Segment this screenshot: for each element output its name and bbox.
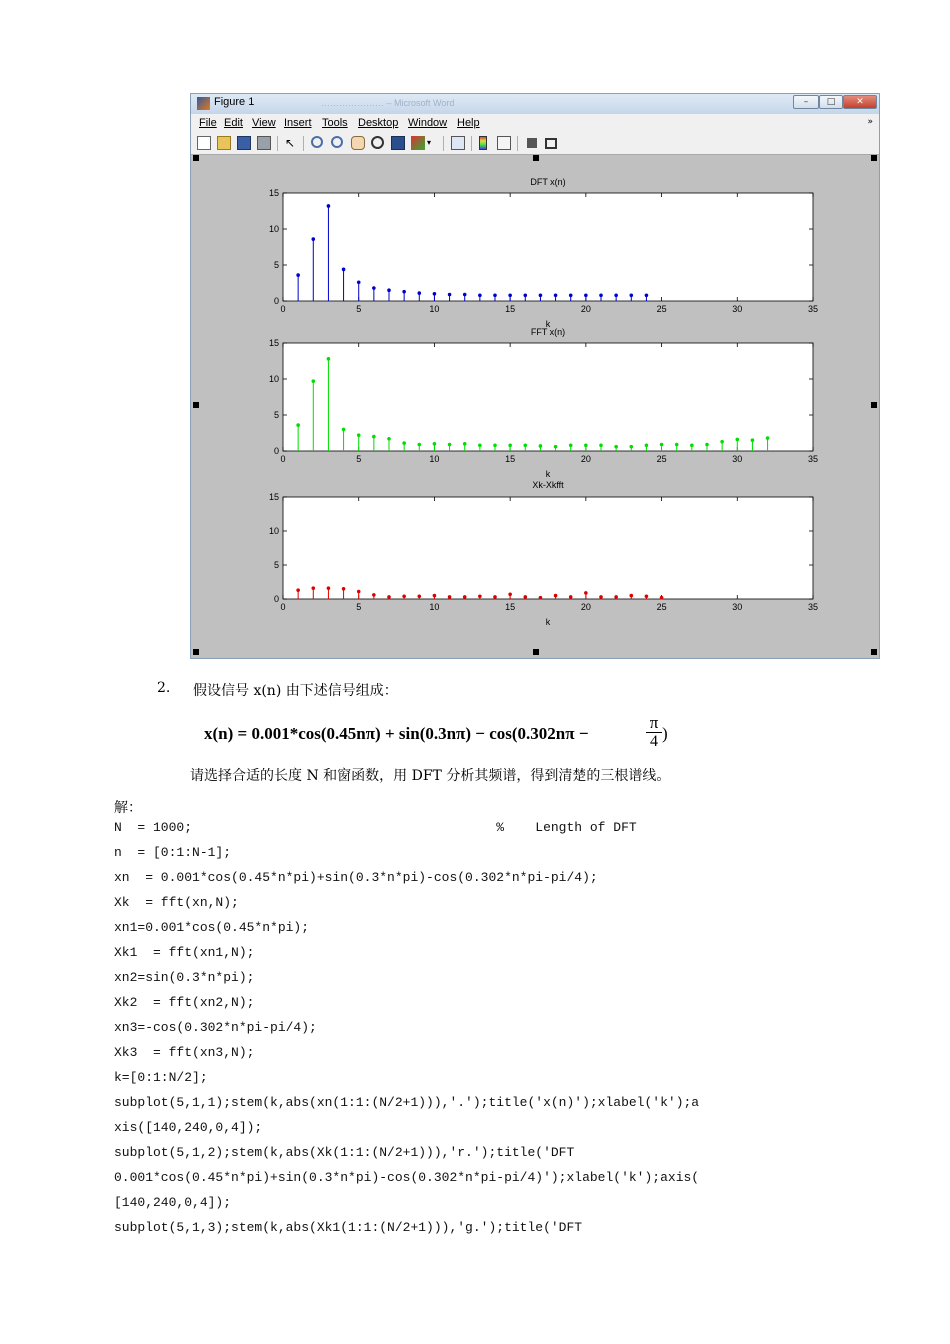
- menu-help[interactable]: Help: [457, 117, 480, 129]
- selection-handle[interactable]: [193, 402, 199, 408]
- stem-marker: [539, 444, 543, 448]
- stem-marker: [539, 293, 543, 297]
- stem-marker: [463, 595, 467, 599]
- y-tick-label: 10: [268, 224, 279, 234]
- close-button[interactable]: ✕: [843, 95, 877, 109]
- formula-main: x(n) = 0.001*cos(0.45nπ) + sin(0.3nπ) − cos(0.302nπ −: [204, 724, 589, 743]
- stem-marker: [614, 595, 618, 599]
- stem-marker: [296, 423, 300, 427]
- figure-title: Figure 1: [214, 96, 255, 108]
- x-tick-label: 20: [580, 454, 591, 464]
- stem-marker: [342, 428, 346, 432]
- selection-handle[interactable]: [871, 649, 877, 655]
- stem-marker: [463, 442, 467, 446]
- x-tick-label: 20: [580, 602, 591, 612]
- y-tick-label: 15: [268, 492, 279, 502]
- brush-icon[interactable]: [411, 136, 425, 150]
- legend-icon[interactable]: [497, 136, 511, 150]
- code-line: subplot(5,1,1);stem(k,abs(xn(1:1:(N/2+1))),'.');title('x(n)');xlabel('k');a: [114, 1095, 700, 1110]
- y-tick-label: 5: [273, 260, 279, 270]
- stem-marker: [569, 595, 573, 599]
- x-tick-label: 0: [280, 304, 286, 314]
- stem-marker: [554, 594, 558, 598]
- stem-marker: [645, 293, 649, 297]
- toolbar-separator: [517, 136, 518, 151]
- maximize-button[interactable]: □: [819, 95, 843, 109]
- toolbar-separator: [471, 136, 472, 151]
- stem-marker: [508, 592, 512, 596]
- stem-marker: [448, 293, 452, 297]
- toolbar-separator: [443, 136, 444, 151]
- item-number: 2.: [157, 680, 171, 696]
- code-line: xn1=0.001*cos(0.45*n*pi);: [114, 920, 310, 935]
- menu-tools[interactable]: Tools: [322, 117, 348, 129]
- code-line: xn2=sin(0.3*n*pi);: [114, 970, 255, 985]
- matlab-logo-icon: [197, 97, 210, 110]
- x-tick-label: 30: [732, 304, 743, 314]
- y-tick-label: 5: [273, 560, 279, 570]
- stem-marker: [523, 293, 527, 297]
- x-tick-label: 0: [280, 454, 286, 464]
- code-line: Xk2 = fft(xn2,N);: [114, 995, 255, 1010]
- selection-handle[interactable]: [871, 155, 877, 161]
- stem-marker: [584, 443, 588, 447]
- hide-plot-tools-icon[interactable]: [527, 138, 537, 148]
- code-line: subplot(5,1,3);stem(k,abs(Xk1(1:1:(N/2+1))),'g.');title('DFT: [114, 1220, 583, 1235]
- plot-axes-box: [283, 193, 813, 301]
- figure-toolbar: [191, 133, 879, 155]
- x-axis-label: k: [545, 319, 551, 329]
- x-tick-label: 5: [356, 304, 362, 314]
- stem-marker: [327, 204, 331, 208]
- x-tick-label: 15: [505, 602, 516, 612]
- stem-marker: [372, 593, 376, 597]
- stem-marker: [629, 445, 633, 449]
- stem-marker: [766, 436, 770, 440]
- stem-marker: [645, 594, 649, 598]
- stem-marker: [614, 445, 618, 449]
- stem-marker: [614, 293, 618, 297]
- x-tick-label: 15: [505, 454, 516, 464]
- code-line: Xk1 = fft(xn1,N);: [114, 945, 255, 960]
- code-line: Xk = fft(xn,N);: [114, 895, 239, 910]
- stem-marker: [402, 594, 406, 598]
- x-tick-label: 35: [807, 454, 819, 464]
- x-tick-label: 30: [732, 454, 743, 464]
- zoom-out-icon[interactable]: [331, 136, 343, 148]
- plot-title: Xk-Xkfft: [532, 480, 564, 490]
- stem-marker: [493, 293, 497, 297]
- background-window-title: ………………… – Microsoft Word: [321, 98, 455, 108]
- stem-marker: [508, 443, 512, 447]
- stem-marker: [539, 596, 543, 600]
- stem-marker: [720, 440, 724, 444]
- stem-marker: [357, 590, 361, 594]
- x-tick-label: 25: [656, 304, 667, 314]
- selection-handle[interactable]: [533, 155, 539, 161]
- x-axis-label: k: [545, 617, 551, 627]
- stem-marker: [433, 292, 437, 296]
- stem-marker: [311, 379, 315, 383]
- minimize-button[interactable]: –: [793, 95, 819, 109]
- x-tick-label: 10: [429, 304, 440, 314]
- stem-marker: [478, 594, 482, 598]
- y-tick-label: 15: [268, 338, 279, 348]
- x-tick-label: 5: [356, 454, 362, 464]
- stem-marker: [629, 293, 633, 297]
- stem-marker: [327, 586, 331, 590]
- stem-marker: [296, 588, 300, 592]
- item-text: 假设信号 x(n) 由下述信号组成：: [193, 683, 398, 699]
- stem-marker: [311, 586, 315, 590]
- stem-marker: [357, 280, 361, 284]
- x-tick-label: 5: [356, 602, 362, 612]
- selection-handle[interactable]: [871, 402, 877, 408]
- stem-marker: [402, 290, 406, 294]
- stem-marker: [660, 596, 664, 600]
- stem-marker: [554, 293, 558, 297]
- x-tick-label: 25: [656, 454, 667, 464]
- code-line: [140,240,0,4]);: [114, 1195, 232, 1210]
- stem-marker: [523, 443, 527, 447]
- dropdown-arrow-icon[interactable]: ▾: [427, 138, 432, 147]
- code-line: Xk3 = fft(xn3,N);: [114, 1045, 255, 1060]
- stem-marker: [478, 293, 482, 297]
- menu-overflow-icon[interactable]: »: [867, 117, 873, 127]
- selection-handle[interactable]: [533, 649, 539, 655]
- stem-marker: [493, 443, 497, 447]
- rotate-3d-icon[interactable]: [371, 136, 384, 149]
- stem-marker: [599, 595, 603, 599]
- x-tick-label: 10: [429, 454, 440, 464]
- y-tick-label: 10: [268, 526, 279, 536]
- stem-marker: [372, 286, 376, 290]
- formula-close-paren: ): [662, 724, 668, 743]
- code-line: xn3=-cos(0.302*n*pi-pi/4);: [114, 1020, 317, 1035]
- plots-area: [191, 155, 879, 658]
- x-tick-label: 35: [807, 602, 819, 612]
- x-tick-label: 25: [656, 602, 667, 612]
- menu-insert[interactable]: Insert: [284, 117, 312, 129]
- answer-label: 解：: [114, 800, 142, 816]
- stem-marker: [417, 594, 421, 598]
- stem-marker: [599, 443, 603, 447]
- stem-marker: [554, 445, 558, 449]
- formula-denominator: 4: [650, 733, 658, 750]
- stem-marker: [448, 595, 452, 599]
- x-axis-label: k: [545, 469, 551, 479]
- data-cursor-icon[interactable]: [391, 136, 405, 150]
- menu-file[interactable]: File: [199, 117, 217, 129]
- stem-marker: [508, 293, 512, 297]
- menu-view[interactable]: View: [252, 117, 276, 129]
- stem-marker: [599, 293, 603, 297]
- plot-axes-box: [283, 343, 813, 451]
- stem-marker: [690, 443, 694, 447]
- code-line: xn = 0.001*cos(0.45*n*pi)+sin(0.3*n*pi)-cos(0.302*n*pi-pi/4);: [114, 870, 598, 885]
- link-plot-icon[interactable]: [451, 136, 465, 150]
- formula-fraction: [646, 714, 662, 751]
- code-line: k=[0:1:N/2];: [114, 1070, 208, 1085]
- figure-canvas: [191, 155, 879, 658]
- print-icon[interactable]: [257, 136, 271, 150]
- stem-marker: [433, 442, 437, 446]
- stem-marker: [448, 443, 452, 447]
- y-tick-label: 5: [273, 410, 279, 420]
- menu-bar: [191, 114, 879, 134]
- stem-marker: [342, 268, 346, 272]
- toolbar-separator: [303, 136, 304, 151]
- figure-window: [190, 93, 880, 659]
- x-tick-label: 15: [505, 304, 516, 314]
- stem-marker: [402, 441, 406, 445]
- save-icon[interactable]: [237, 136, 251, 150]
- x-tick-label: 35: [807, 304, 819, 314]
- plot-title: FFT x(n): [530, 327, 566, 337]
- y-tick-label: 0: [273, 446, 279, 456]
- code-line: N = 1000; % Length of DFT: [114, 820, 637, 835]
- code-line: xis([140,240,0,4]);: [114, 1120, 263, 1135]
- stem-marker: [372, 435, 376, 439]
- selection-handle[interactable]: [193, 155, 199, 161]
- stem-marker: [735, 438, 739, 442]
- code-line: n = [0:1:N-1];: [114, 845, 232, 860]
- selection-handle[interactable]: [193, 649, 199, 655]
- stem-marker: [296, 273, 300, 277]
- code-line: 0.001*cos(0.45*n*pi)+sin(0.3*n*pi)-cos(0.302*n*pi-pi/4)');xlabel('k');axis(: [114, 1170, 700, 1185]
- stem-marker: [523, 595, 527, 599]
- stem-marker: [751, 438, 755, 442]
- stem-marker: [660, 443, 664, 447]
- stem-marker: [645, 443, 649, 447]
- stem-marker: [584, 293, 588, 297]
- stem-marker: [387, 437, 391, 441]
- stem-marker: [327, 357, 331, 361]
- stem-marker: [675, 443, 679, 447]
- figure-titlebar[interactable]: [191, 94, 879, 114]
- stem-marker: [417, 291, 421, 295]
- y-tick-label: 10: [268, 374, 279, 384]
- stem-marker: [584, 591, 588, 595]
- show-plot-tools-icon[interactable]: [545, 138, 557, 149]
- y-tick-label: 0: [273, 594, 279, 604]
- stem-marker: [629, 594, 633, 598]
- stem-marker: [387, 288, 391, 292]
- stem-marker: [357, 433, 361, 437]
- menu-desktop[interactable]: Desktop: [358, 117, 399, 129]
- stem-marker: [478, 443, 482, 447]
- open-file-icon[interactable]: [217, 136, 231, 150]
- y-tick-label: 15: [268, 188, 279, 198]
- instruction-text: 请选择合适的长度 N 和窗函数，用 DFT 分析其频谱，得到清楚的三根谱线。: [190, 768, 671, 784]
- stem-marker: [417, 443, 421, 447]
- zoom-in-icon[interactable]: [311, 136, 323, 148]
- stem-marker: [463, 293, 467, 297]
- x-tick-label: 30: [732, 602, 743, 612]
- stem-marker: [387, 595, 391, 599]
- x-tick-label: 10: [429, 602, 440, 612]
- colorbar-icon[interactable]: [479, 136, 487, 150]
- menu-edit[interactable]: Edit: [224, 117, 243, 129]
- stem-marker: [311, 237, 315, 241]
- menu-window[interactable]: Window: [408, 117, 448, 129]
- pointer-icon[interactable]: ↖: [285, 136, 296, 150]
- code-line: subplot(5,1,2);stem(k,abs(Xk(1:1:(N/2+1))),'r.');title('DFT: [114, 1145, 575, 1160]
- y-tick-label: 0: [273, 296, 279, 306]
- stem-marker: [569, 293, 573, 297]
- stem-marker: [569, 443, 573, 447]
- new-figure-icon[interactable]: [197, 136, 211, 150]
- plot-axes-box: [283, 497, 813, 599]
- pan-icon[interactable]: [351, 136, 365, 150]
- x-tick-label: 0: [280, 602, 286, 612]
- stem-marker: [433, 594, 437, 598]
- stem-marker: [705, 443, 709, 447]
- stem-marker: [493, 595, 497, 599]
- stem-marker: [342, 587, 346, 591]
- formula-numerator: π: [646, 714, 662, 733]
- toolbar-separator: [277, 136, 278, 151]
- x-tick-label: 20: [580, 304, 591, 314]
- plot-title: DFT x(n): [530, 177, 566, 187]
